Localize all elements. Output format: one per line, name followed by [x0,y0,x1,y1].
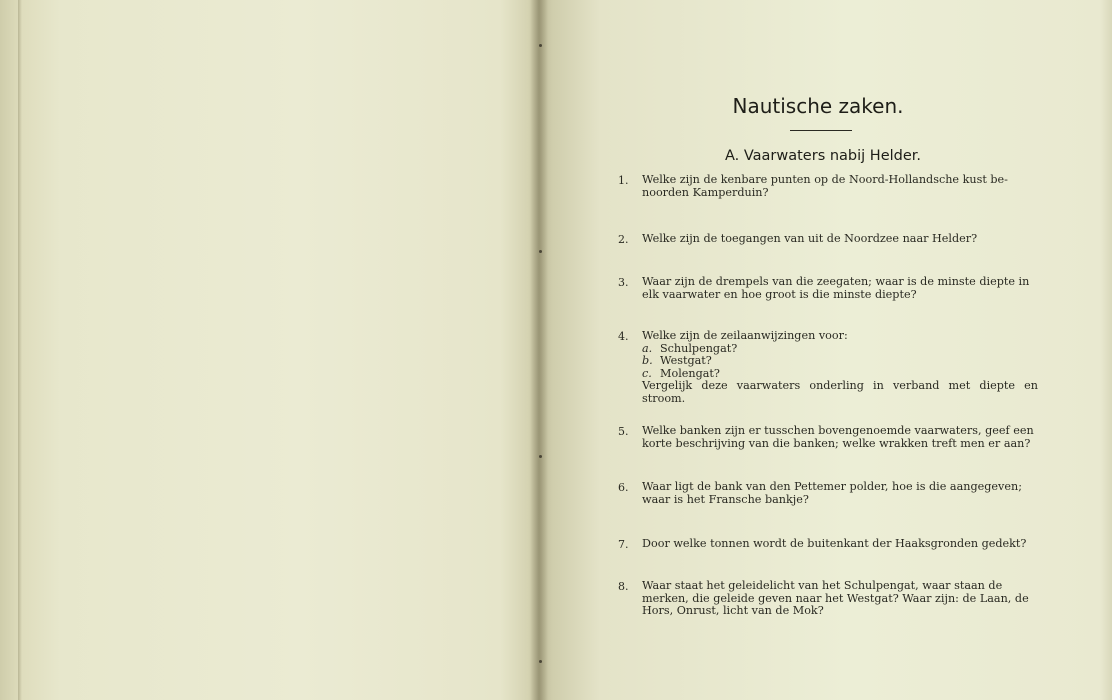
question-line: Hors, Onrust, licht van de Mok? [642,604,824,617]
question-text [642,580,1038,618]
question-number: 8. [618,580,629,593]
question-number: 1. [618,174,629,187]
question-number: 5. [618,425,629,438]
page-title: Nautische zaken. [732,94,904,118]
question-number: 3. [618,276,629,289]
title-rule [790,130,852,131]
sub-item-text: Schulpengat? [660,341,738,355]
question-line: Door welke tonnen wordt de buitenkant der Haaksgronden gedekt? [642,537,1027,550]
stitch-hole [539,250,542,253]
sub-item-text: Westgat? [660,354,712,367]
right-text-page [548,0,1112,700]
stitch-hole [539,455,542,458]
question-line: Welke zijn de kenbare punten op de Noord-Hollandsche kust be- [642,173,1008,186]
question-line: Vergelijk deze vaarwaters onderling in verband met diepte en stroom. [642,379,1038,405]
stitch-hole [539,44,542,47]
question-line: waar is het Fransche bankje? [642,492,809,506]
question-text [642,233,1038,246]
question-line: Waar ligt de bank van den Pettemer polder, hoe is die aangegeven; [642,480,1022,493]
left-page-edge [18,0,22,700]
section-heading: A. Vaarwaters nabij Helder. [724,148,922,164]
question-line: Waar staat het geleidelicht van het Schulpengat, waar staan de [642,579,1003,592]
left-blank-page [0,0,540,700]
sub-item-letter: a. [642,341,653,355]
question-number: 7. [618,538,629,551]
question-line: noorden Kamperduin? [642,185,769,199]
question-text [642,538,1038,551]
question-line: Waar zijn de drempels van die zeegaten; waar is de minste diepte in [642,275,1030,288]
question-number: 6. [618,481,629,494]
question-line: korte beschrijving van die banken; welke wrakken treft men er aan? [642,436,1031,450]
question-text [642,481,1038,506]
question-number: 4. [618,330,629,343]
question-line: merken, die geleide geven naar het Westgat? Waar zijn: de Laan, de [642,591,1029,605]
question-line: Welke banken zijn er tusschen bovengenoemde vaarwaters, geef een [642,424,1034,437]
question-number: 2. [618,233,629,246]
sub-item-text: Molengat? [660,366,720,380]
question-text [642,330,1038,405]
question-line: Welke zijn de toegangen van uit de Noordzee naar Helder? [642,232,978,245]
question-text [642,276,1038,301]
stitch-hole [539,660,542,663]
question-text [642,174,1038,199]
question-line: elk vaarwater en hoe groot is die minste diepte? [642,287,917,301]
book-gutter [530,0,548,700]
sub-item-letter: b. [642,354,653,367]
question-line: Welke zijn de zeilaanwijzingen voor: [642,329,848,342]
question-text [642,425,1038,450]
sub-item-letter: c. [642,366,652,380]
